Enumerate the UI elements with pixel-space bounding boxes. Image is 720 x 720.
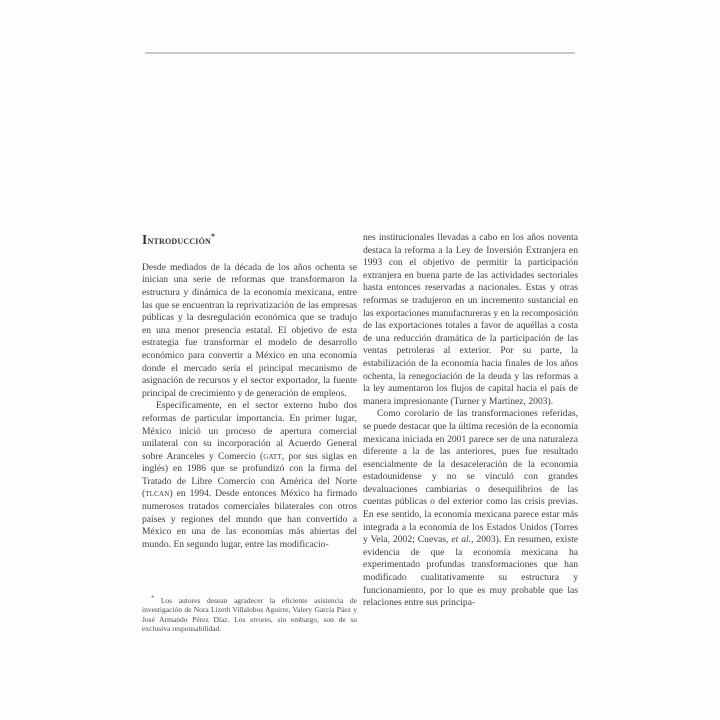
paragraph-right-1: nes institucionales llevadas a cabo en los años noventa destaca la reforma a la Ley de Inversión Extranjera en 1993 con el objetivo de permitir la participación extranjera en buena parte de las actividades sectoriales hasta entonces reservadas a nacionales. Estas y otras reformas se tradujeron en un incremento sustancial en las exportaciones manufactureras y en la recomposición de las exportaciones totales a favor de aquéllas a costa de una reducción dramática de la participación de las ventas petroleras al exterior. Por su parte, la estabilización de la economía hacia finales de los años ochenta, la renegociación de la deuda y las reformas a la ley aumentaron los flujos de capital hacia el país de manera impresionante (Turner y Martínez, 2003). bbox=[363, 232, 578, 407]
paragraph-left-2-part3: ) en 1994. Desde entonces México ha firmado numerosos tratados comerciales bilaterales con otros países y regiones del mundo que han convertido a México en una de las economías más abiertas del mundo. En segundo lugar, entre las modificacio- bbox=[142, 488, 357, 550]
acronym-tlcan: tlcan bbox=[145, 488, 170, 500]
paragraph-left-2-part2: , por sus siglas en inglés) en 1986 que se profundizó con la firma del Tratado de Libre Comercio con América del Norte ( bbox=[142, 450, 357, 500]
paragraph-right-2-part2: , 2003). En resumen, existe evidencia de que la economía mexicana ha experimentado profundas transformaciones que han modificado cualitativamente su estructura y funcionamiento, por lo que es muy probable que las relaciones entre sus principa- bbox=[363, 534, 578, 609]
header-rule bbox=[145, 52, 575, 54]
acronym-gatt: gatt bbox=[263, 450, 282, 462]
footnote-body: Los autores desean agradecer la eficiente asistencia de investigación de Nora Lizeth Villalobos Aguirre, Valery García Páez y José Armando Pérez Díaz. Los errores, sin embargo, son de su exclusiva responsabilidad. bbox=[142, 596, 357, 634]
citation-et-al: et al. bbox=[451, 534, 472, 546]
paragraph-left-2 bbox=[142, 400, 357, 551]
footnote-block bbox=[142, 596, 357, 634]
footnote-text bbox=[142, 596, 357, 634]
section-heading-footnote-marker: * bbox=[211, 232, 216, 242]
paragraph-right-2 bbox=[363, 408, 578, 610]
section-heading-text: ntroducción bbox=[147, 235, 212, 247]
section-heading-initial: I bbox=[142, 232, 148, 247]
paragraph-left-2-part1: Específicamente, en el sector externo hubo dos reformas de particular importancia. En primer lugar, México inició un proceso de apertura comercial unilateral con su incorporación al Acuerdo General sobre Aranceles y Comercio ( bbox=[142, 400, 357, 462]
two-column-body bbox=[142, 232, 578, 652]
paragraph-left-1: Desde mediados de la década de los años ochenta se inician una serie de reformas que transformaron la estructura y dinámica de la economía mexicana, entre las que se encuentran la reprivatización de las empresas públicas y la desregulación económica que se tradujo en una menor presencia estatal. El objetivo de esta estrategia fue transformar el modelo de desarrollo económico para convertir a México en una economía donde el mercado sería el principal mecanismo de asignación de recursos y el sector exportador, la fuente principal de crecimiento y de generación de empleos. bbox=[142, 261, 357, 399]
page-header-zone bbox=[0, 0, 720, 230]
section-heading-introduccion bbox=[142, 232, 357, 249]
right-text-column bbox=[363, 232, 578, 652]
left-text-column bbox=[142, 232, 357, 652]
footnote-marker: * bbox=[151, 594, 155, 602]
paragraph-right-2-part1: Como corolario de las transformaciones referidas, se puede destacar que la última recesión de la economía mexicana iniciada en 2001 parece ser de una naturaleza diferente a la de las anteriores, pues fue resultado esencialmente de la desaceleración de la economía estadounidense y no se vinculó con grandes devaluaciones cambiarias o desequilibrios de las cuentas públicas o del exterior como las crisis previas. En ese sentido, la economía mexicana parece estar más integrada a la economía de los Estados Unidos (Torres y Vela, 2002; Cuevas, bbox=[363, 408, 578, 546]
